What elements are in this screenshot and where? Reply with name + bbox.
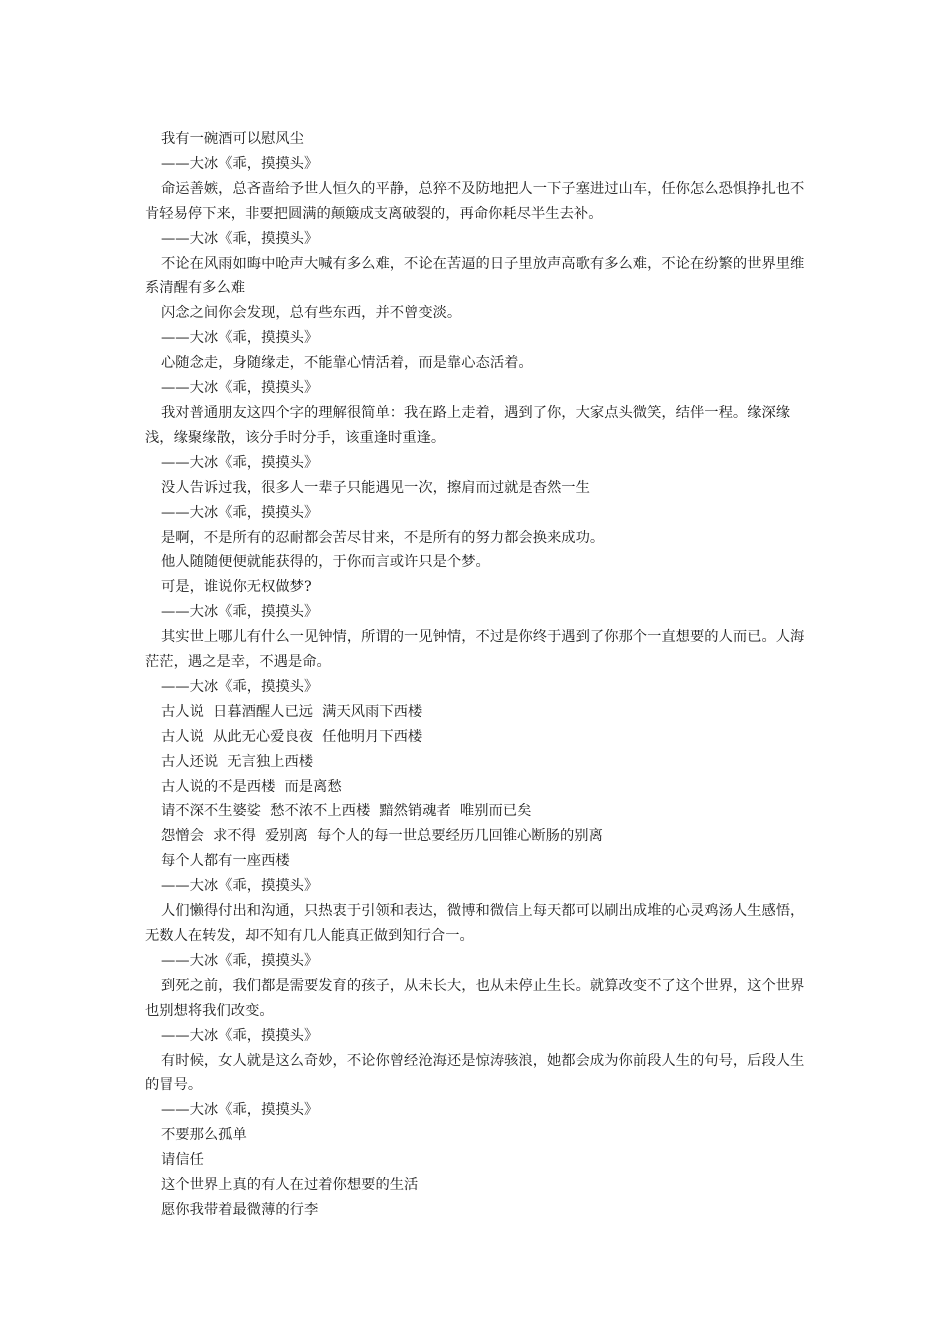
quote-line: 不论在风雨如晦中呛声大喊有多么难，不论在苦逼的日子里放声高歌有多么难，不论在纷繁的世界里维系清醒有多么难: [145, 255, 805, 297]
attribution-line: ——大冰《乖，摸摸头》: [161, 504, 319, 521]
quote-line: 不要那么孤单: [161, 1127, 247, 1144]
attribution-line: ——大冰《乖，摸摸头》: [161, 952, 319, 969]
poem-line: 古人说的不是西楼 而是离愁: [161, 778, 342, 795]
attribution-line: ——大冰《乖，摸摸头》: [161, 604, 319, 621]
quote-line: 我有一碗酒可以慰风尘: [161, 131, 304, 147]
attribution-line: ——大冰《乖，摸摸头》: [161, 878, 319, 895]
quote-line: 心随念走，身随缘走，不能靠心情活着，而是靠心态活着。: [161, 355, 533, 372]
quote-line: 有时候，女人就是这么奇妙，不论你曾经沧海还是惊涛骇浪，她都会成为你前段人生的句号，后段人生的冒号。: [145, 1052, 805, 1094]
attribution-line: ——大冰《乖，摸摸头》: [161, 330, 319, 347]
poem-line: 古人还说 无言独上西楼: [161, 753, 314, 770]
document-body: [145, 127, 807, 1223]
attribution-line: ——大冰《乖，摸摸头》: [161, 155, 319, 172]
quote-line: 我对普通朋友这四个字的理解很简单：我在路上走着，遇到了你，大家点头微笑，结伴一程。缘深缘浅，缘聚缘散，该分手时分手，该重逢时重逢。: [145, 404, 791, 446]
quote-line: 他人随随便便就能获得的，于你而言或许只是个梦。: [161, 554, 490, 571]
attribution-line: ——大冰《乖，摸摸头》: [161, 1102, 319, 1119]
attribution-line: ——大冰《乖，摸摸头》: [161, 454, 319, 471]
quote-line: 愿你我带着最微薄的行李: [161, 1201, 319, 1218]
quote-line: 这个世界上真的有人在过着你想要的生活: [161, 1177, 419, 1194]
quote-line: 人们懒得付出和沟通，只热衷于引领和表达，微博和微信上每天都可以刷出成堆的心灵鸡汤人生感悟，无数人在转发，却不知有几人能真正做到知行合一。: [145, 903, 805, 944]
quote-line: 可是，谁说你无权做梦?: [161, 579, 312, 596]
quote-line: 是啊，不是所有的忍耐都会苦尽甘来，不是所有的努力都会换来成功。: [161, 529, 605, 546]
quote-line: 没人告诉过我，很多人一辈子只能遇见一次，擦肩而过就是杳然一生: [161, 479, 590, 496]
attribution-line: ——大冰《乖，摸摸头》: [161, 380, 319, 397]
poem-line: 请不深不生婆娑 愁不浓不上西楼 黯然销魂者 唯别而已矣: [161, 803, 532, 820]
poem-line: 古人说 日暮酒醒人已远 满天风雨下西楼: [161, 703, 423, 720]
attribution-line: ——大冰《乖，摸摸头》: [161, 1027, 319, 1044]
poem-line: 怨憎会 求不得 爱别离 每个人的每一世总要经历几回锥心断肠的别离: [161, 828, 603, 845]
quote-line: 命运善嫉，总吝啬给予世人恒久的平静，总猝不及防地把人一下子塞进过山车，任你怎么恐惧挣扎也不肯轻易停下来，非要把圆满的颠簸成支离破裂的，再命你耗尽半生去补。: [145, 180, 805, 222]
quote-line: 其实世上哪儿有什么一见钟情，所谓的一见钟情，不过是你终于遇到了你那个一直想要的人而已。人海茫茫，遇之是幸，不遇是命。: [145, 629, 805, 671]
attribution-line: ——大冰《乖，摸摸头》: [161, 230, 319, 247]
quote-line: 到死之前，我们都是需要发育的孩子，从未长大，也从未停止生长。就算改变不了这个世界，这个世界也别想将我们改变。: [145, 977, 805, 1019]
poem-line: 每个人都有一座西楼: [161, 853, 290, 870]
quote-line: 请信任: [161, 1152, 204, 1169]
attribution-line: ——大冰《乖，摸摸头》: [161, 678, 319, 695]
poem-line: 古人说 从此无心爱良夜 任他明月下西楼: [161, 728, 423, 745]
quote-line: 闪念之间你会发现，总有些东西，并不曾变淡。: [161, 305, 462, 322]
